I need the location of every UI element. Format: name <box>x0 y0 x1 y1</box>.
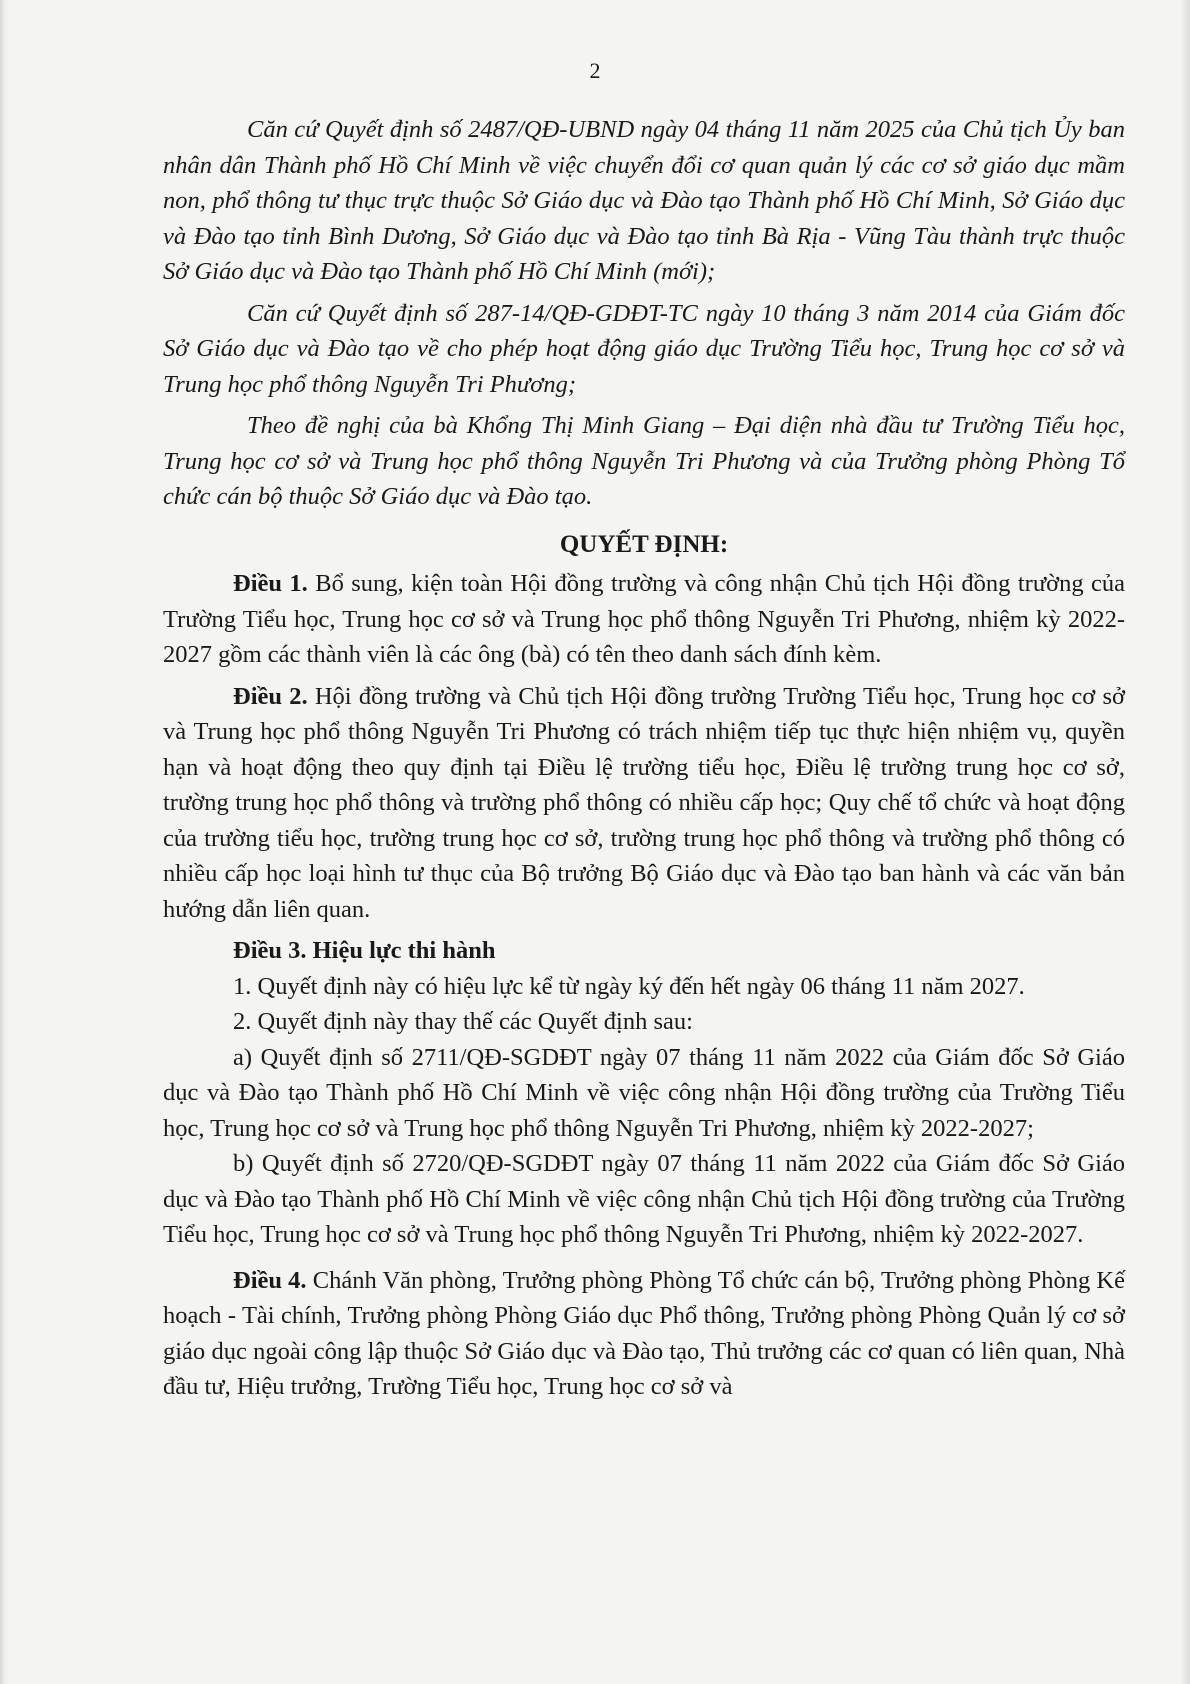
article-3-item-2: 2. Quyết định này thay thế các Quyết định sau: <box>233 1008 693 1035</box>
article-4 <box>163 1263 1125 1405</box>
article-2-label: Điều 2. <box>233 682 308 710</box>
article-3-item-2a: a) Quyết định số 2711/QĐ-SGDĐT ngày 07 tháng 11 năm 2022 của Giám đốc Sở Giáo dục và Đào tạo Thành phố Hồ Chí Minh về việc công nhận Hội đồng trường của Trường Tiểu học, Trung học cơ sở và Trung học phổ thông Nguyễn Tri Phương, nhiệm kỳ 2022-2027; <box>163 1043 1125 1142</box>
article-3-item-2b: b) Quyết định số 2720/QĐ-SGDĐT ngày 07 tháng 11 năm 2022 của Giám đốc Sở Giáo dục và Đào tạo Thành phố Hồ Chí Minh về việc công nhận Chủ tịch Hội đồng trường của Trường Tiểu học, Trung học cơ sở và Trung học phổ thông Nguyễn Tri Phương, nhiệm kỳ 2022-2027. <box>163 1150 1125 1248</box>
article-4-text: Chánh Văn phòng, Trưởng phòng Phòng Tổ chức cán bộ, Trưởng phòng Phòng Kế hoạch - Tài chính, Trưởng phòng Phòng Giáo dục Phổ thông, Trưởng phòng Phòng Quản lý cơ sở giáo dục ngoài công lập thuộc Sở Giáo dục và Đào tạo, Thủ trưởng các cơ quan có liên quan, Nhà đầu tư, Hiệu trưởng, Trường Tiểu học, Trung học cơ sở và <box>163 1266 1125 1400</box>
scan-edge-right <box>1180 0 1190 1684</box>
article-3-title <box>163 933 1125 969</box>
article-1 <box>163 566 1125 673</box>
article-4-label: Điều 4. <box>233 1266 307 1294</box>
article-1-text: Bổ sung, kiện toàn Hội đồng trường và công nhận Chủ tịch Hội đồng trường của Trường Tiểu học, Trung học cơ sở và Trung học phổ thông Nguyễn Tri Phương, nhiệm kỳ 2022-2027 gồm các thành viên là các ông (bà) có tên theo danh sách đính kèm. <box>163 570 1125 668</box>
scan-edge-left <box>0 0 6 1684</box>
document-body <box>163 112 1125 1405</box>
article-3-title-text: Điều 3. Hiệu lực thi hành <box>233 937 496 964</box>
decision-heading: QUYẾT ĐỊNH: <box>559 530 729 558</box>
preamble-paragraph-2: Căn cứ Quyết định số 287-14/QĐ-GDĐT-TC ngày 10 tháng 3 năm 2014 của Giám đốc Sở Giáo dục và Đào tạo về cho phép hoạt động giáo dục Trường Tiểu học, Trung học cơ sở và Trung học phổ thông Nguyễn Tri Phương; <box>163 299 1125 398</box>
article-2-text: Hội đồng trường và Chủ tịch Hội đồng trường Trường Tiểu học, Trung học cơ sở và Trung học phổ thông Nguyễn Tri Phương có trách nhiệm tiếp tục thực hiện nhiệm vụ, quyền hạn và hoạt động theo quy định tại Điều lệ trường tiểu học, Điều lệ trường trung học cơ sở, trường trung học phổ thông và trường phổ thông có nhiều cấp học; Quy chế tổ chức và hoạt động của trường tiểu học, trường trung học cơ sở, trường trung học phổ thông và trường phổ thông có nhiều cấp học loại hình tư thục của Bộ trưởng Bộ Giáo dục và Đào tạo ban hành và các văn bản hướng dẫn liên quan. <box>163 682 1125 923</box>
page-number: 2 <box>589 58 601 83</box>
article-2 <box>163 679 1125 928</box>
preamble-paragraph-1: Căn cứ Quyết định số 2487/QĐ-UBND ngày 04 tháng 11 năm 2025 của Chủ tịch Ủy ban nhân dân Thành phố Hồ Chí Minh về việc chuyển đổi cơ quan quản lý các cơ sở giáo dục mầm non, phổ thông tư thục trực thuộc Sở Giáo dục và Đào tạo Thành phố Hồ Chí Minh, Sở Giáo dục và Đào tạo tỉnh Bình Dương, Sở Giáo dục và Đào tạo tỉnh Bà Rịa - Vũng Tàu thành trực thuộc Sở Giáo dục và Đào tạo Thành phố Hồ Chí Minh (mới); <box>163 116 1125 285</box>
preamble-paragraph-3: Theo đề nghị của bà Khổng Thị Minh Giang – Đại diện nhà đầu tư Trường Tiểu học, Trung học cơ sở và Trung học phổ thông Nguyễn Tri Phương và của Trưởng phòng Phòng Tổ chức cán bộ thuộc Sở Giáo dục và Đào tạo. <box>163 412 1125 510</box>
article-1-label: Điều 1. <box>233 570 308 597</box>
article-3-item-1: 1. Quyết định này có hiệu lực kể từ ngày ký đến hết ngày 06 tháng 11 năm 2027. <box>233 972 1025 1000</box>
